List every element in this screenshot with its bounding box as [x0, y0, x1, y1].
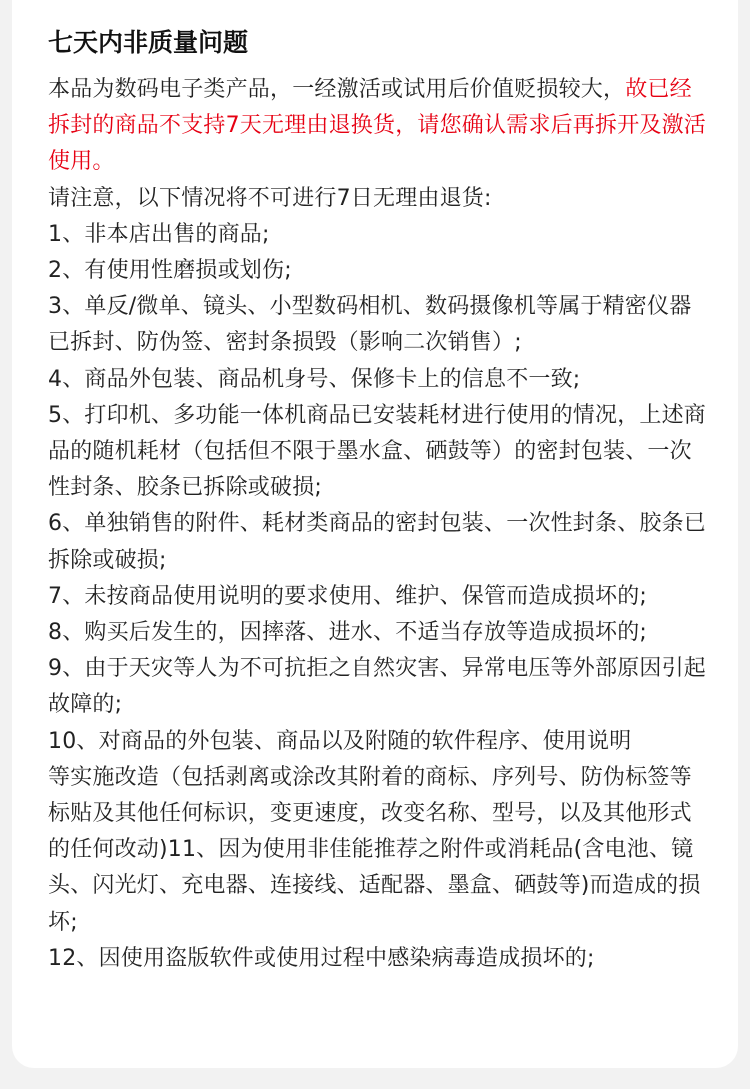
page-title: 七天内非质量问题	[48, 28, 249, 57]
list-item: 6、单独销售的附件、耗材类商品的密封包装、一次性封条、胶条已拆除或破损;	[48, 511, 706, 573]
intro-warning-text: 故已经拆封的商品不支持7天无理由退换货，请您确认需求后再拆开及激活使用。	[48, 77, 706, 175]
policy-body	[48, 72, 708, 977]
notice-text: 请注意，以下情况将不可进行7日无理由退货:	[48, 185, 492, 211]
list-item: 7、未按商品使用说明的要求使用、维护、保管而造成损坏的;	[48, 583, 648, 609]
intro-paragraph	[48, 72, 708, 181]
list-item: 2、有使用性磨损或划伤;	[48, 258, 292, 284]
list-item: 10、对商品的外包装、商品以及附随的软件程序、使用说明	[48, 728, 632, 754]
list-item: 1、非本店出售的商品;	[48, 221, 270, 247]
intro-text: 本品为数码电子类产品，一经激活或试用后价值贬损较大，	[48, 77, 626, 102]
list-item: 3、单反/微单、镜头、小型数码相机、数码摄像机等属于精密仪器已拆封、防伪签、密封条损毁（影响二次销售）;	[48, 294, 692, 356]
list-item: 9、由于天灾等人为不可抗拒之自然灾害、异常电压等外部原因引起故障的;	[48, 656, 706, 718]
list-item: 5、打印机、多功能一体机商品已安装耗材进行使用的情况，上述商品的随机耗材（包括但不限于墨水盒、硒鼓等）的密封包装、一次性封条、胶条已拆除或破损;	[48, 402, 706, 501]
list-item: 等实施改造（包括剥离或涂改其附着的商标、序列号、防伪标签等标贴及其他任何标识，变更速度，改变名称、型号，以及其他形式的任何改动)11、因为使用非佳能推荐之附件或消耗品(含电池、镜头、闪光灯、充电器、连接线、适配器、墨盒、硒鼓等)而造成的损坏;	[48, 764, 701, 935]
list-item: 8、购买后发生的，因摔落、进水、不适当存放等造成损坏的;	[48, 620, 648, 646]
list-item: 4、商品外包装、商品机身号、保修卡上的信息不一致;	[48, 366, 581, 392]
policy-card	[12, 0, 738, 1068]
list-item: 12、因使用盗版软件或使用过程中感染病毒造成损坏的;	[48, 945, 595, 971]
